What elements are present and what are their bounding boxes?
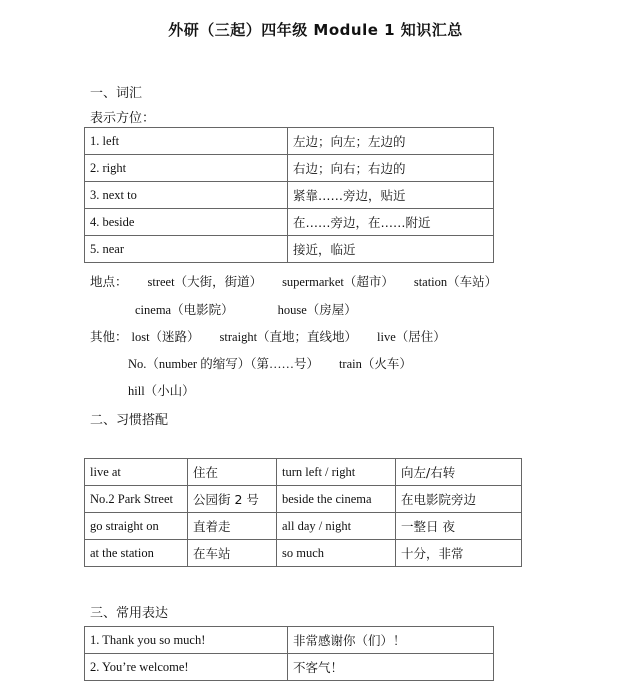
word-straight: straight（直地；直线地） (219, 330, 358, 344)
place-supermarket: supermarket（超市） (282, 275, 394, 289)
others-line-2 (128, 354, 428, 372)
table-row (85, 155, 494, 182)
table-cell-zh: 向左/右转 (396, 459, 522, 486)
table-row (85, 540, 522, 567)
table-cell-en: 1. Thank you so much! (85, 627, 288, 654)
table-cell-zh: 公园街 2 号 (188, 486, 277, 513)
place-house: house（房屋） (277, 303, 357, 317)
word-lost: lost（迷路） (131, 330, 200, 344)
table-row (85, 182, 494, 209)
table-cell-zh: 住在 (188, 459, 277, 486)
place-station: station（车站） (413, 275, 498, 289)
table-cell-en: 2. right (85, 155, 288, 182)
table-cell-en: beside the cinema (277, 486, 396, 513)
places-label: 地点： (90, 274, 128, 289)
table-cell-zh: 在……旁边，在……附近 (288, 209, 494, 236)
place-street: street（大街，街道） (147, 275, 263, 289)
section-heading-expressions: 三、常用表达 (90, 606, 169, 621)
table-cell-zh: 右边；向右；右边的 (288, 155, 494, 182)
place-cinema: cinema（电影院） (135, 303, 234, 317)
table-row (85, 654, 494, 681)
table-cell-zh: 左边；向左；左边的 (288, 128, 494, 155)
table-cell-en: so much (277, 540, 396, 567)
table-cell-zh: 不客气！ (288, 654, 494, 681)
vocabulary-table (84, 127, 494, 263)
table-cell-zh: 直着走 (188, 513, 277, 540)
word-no: No.（number 的缩写）（第……号） (128, 357, 319, 371)
table-row (85, 128, 494, 155)
table-cell-en: 4. beside (85, 209, 288, 236)
table-cell-zh: 在车站 (188, 540, 277, 567)
table-cell-en: No.2 Park Street (85, 486, 188, 513)
word-train: train（火车） (338, 357, 412, 371)
page-title: 外研（三起）四年级 Module 1 知识汇总 (168, 21, 463, 39)
places-line-1 (90, 272, 513, 290)
table-cell-en: 1. left (85, 128, 288, 155)
others-label: 其他： (90, 329, 128, 344)
table-cell-zh: 接近，临近 (288, 236, 494, 263)
table-cell-zh: 非常感谢你（们）！ (288, 627, 494, 654)
table-row (85, 486, 522, 513)
table-cell-zh: 十分，非常 (396, 540, 522, 567)
word-live: live（居住） (377, 330, 446, 344)
section-heading-collocations: 二、习惯搭配 (90, 413, 169, 428)
subheading-directions: 表示方位： (90, 111, 156, 126)
word-hill: hill（小山） (128, 384, 195, 398)
section-heading-vocabulary: 一、词汇 (90, 86, 143, 101)
places-line-2 (135, 300, 373, 318)
table-row (85, 627, 494, 654)
table-cell-en: go straight on (85, 513, 188, 540)
table-row (85, 209, 494, 236)
others-line-1 (90, 327, 462, 345)
table-cell-en: live at (85, 459, 188, 486)
table-cell-en: 2. You’re welcome! (85, 654, 288, 681)
table-row (85, 236, 494, 263)
table-cell-en: 3. next to (85, 182, 288, 209)
table-cell-zh: 在电影院旁边 (396, 486, 522, 513)
others-line-3 (128, 381, 211, 399)
expressions-table (84, 626, 494, 681)
table-row (85, 459, 522, 486)
table-cell-en: all day / night (277, 513, 396, 540)
table-cell-en: 5. near (85, 236, 288, 263)
table-cell-zh: 紧靠……旁边，贴近 (288, 182, 494, 209)
table-row (85, 513, 522, 540)
table-cell-en: turn left / right (277, 459, 396, 486)
collocations-table (84, 458, 522, 567)
table-cell-zh: 一整日 夜 (396, 513, 522, 540)
table-cell-en: at the station (85, 540, 188, 567)
